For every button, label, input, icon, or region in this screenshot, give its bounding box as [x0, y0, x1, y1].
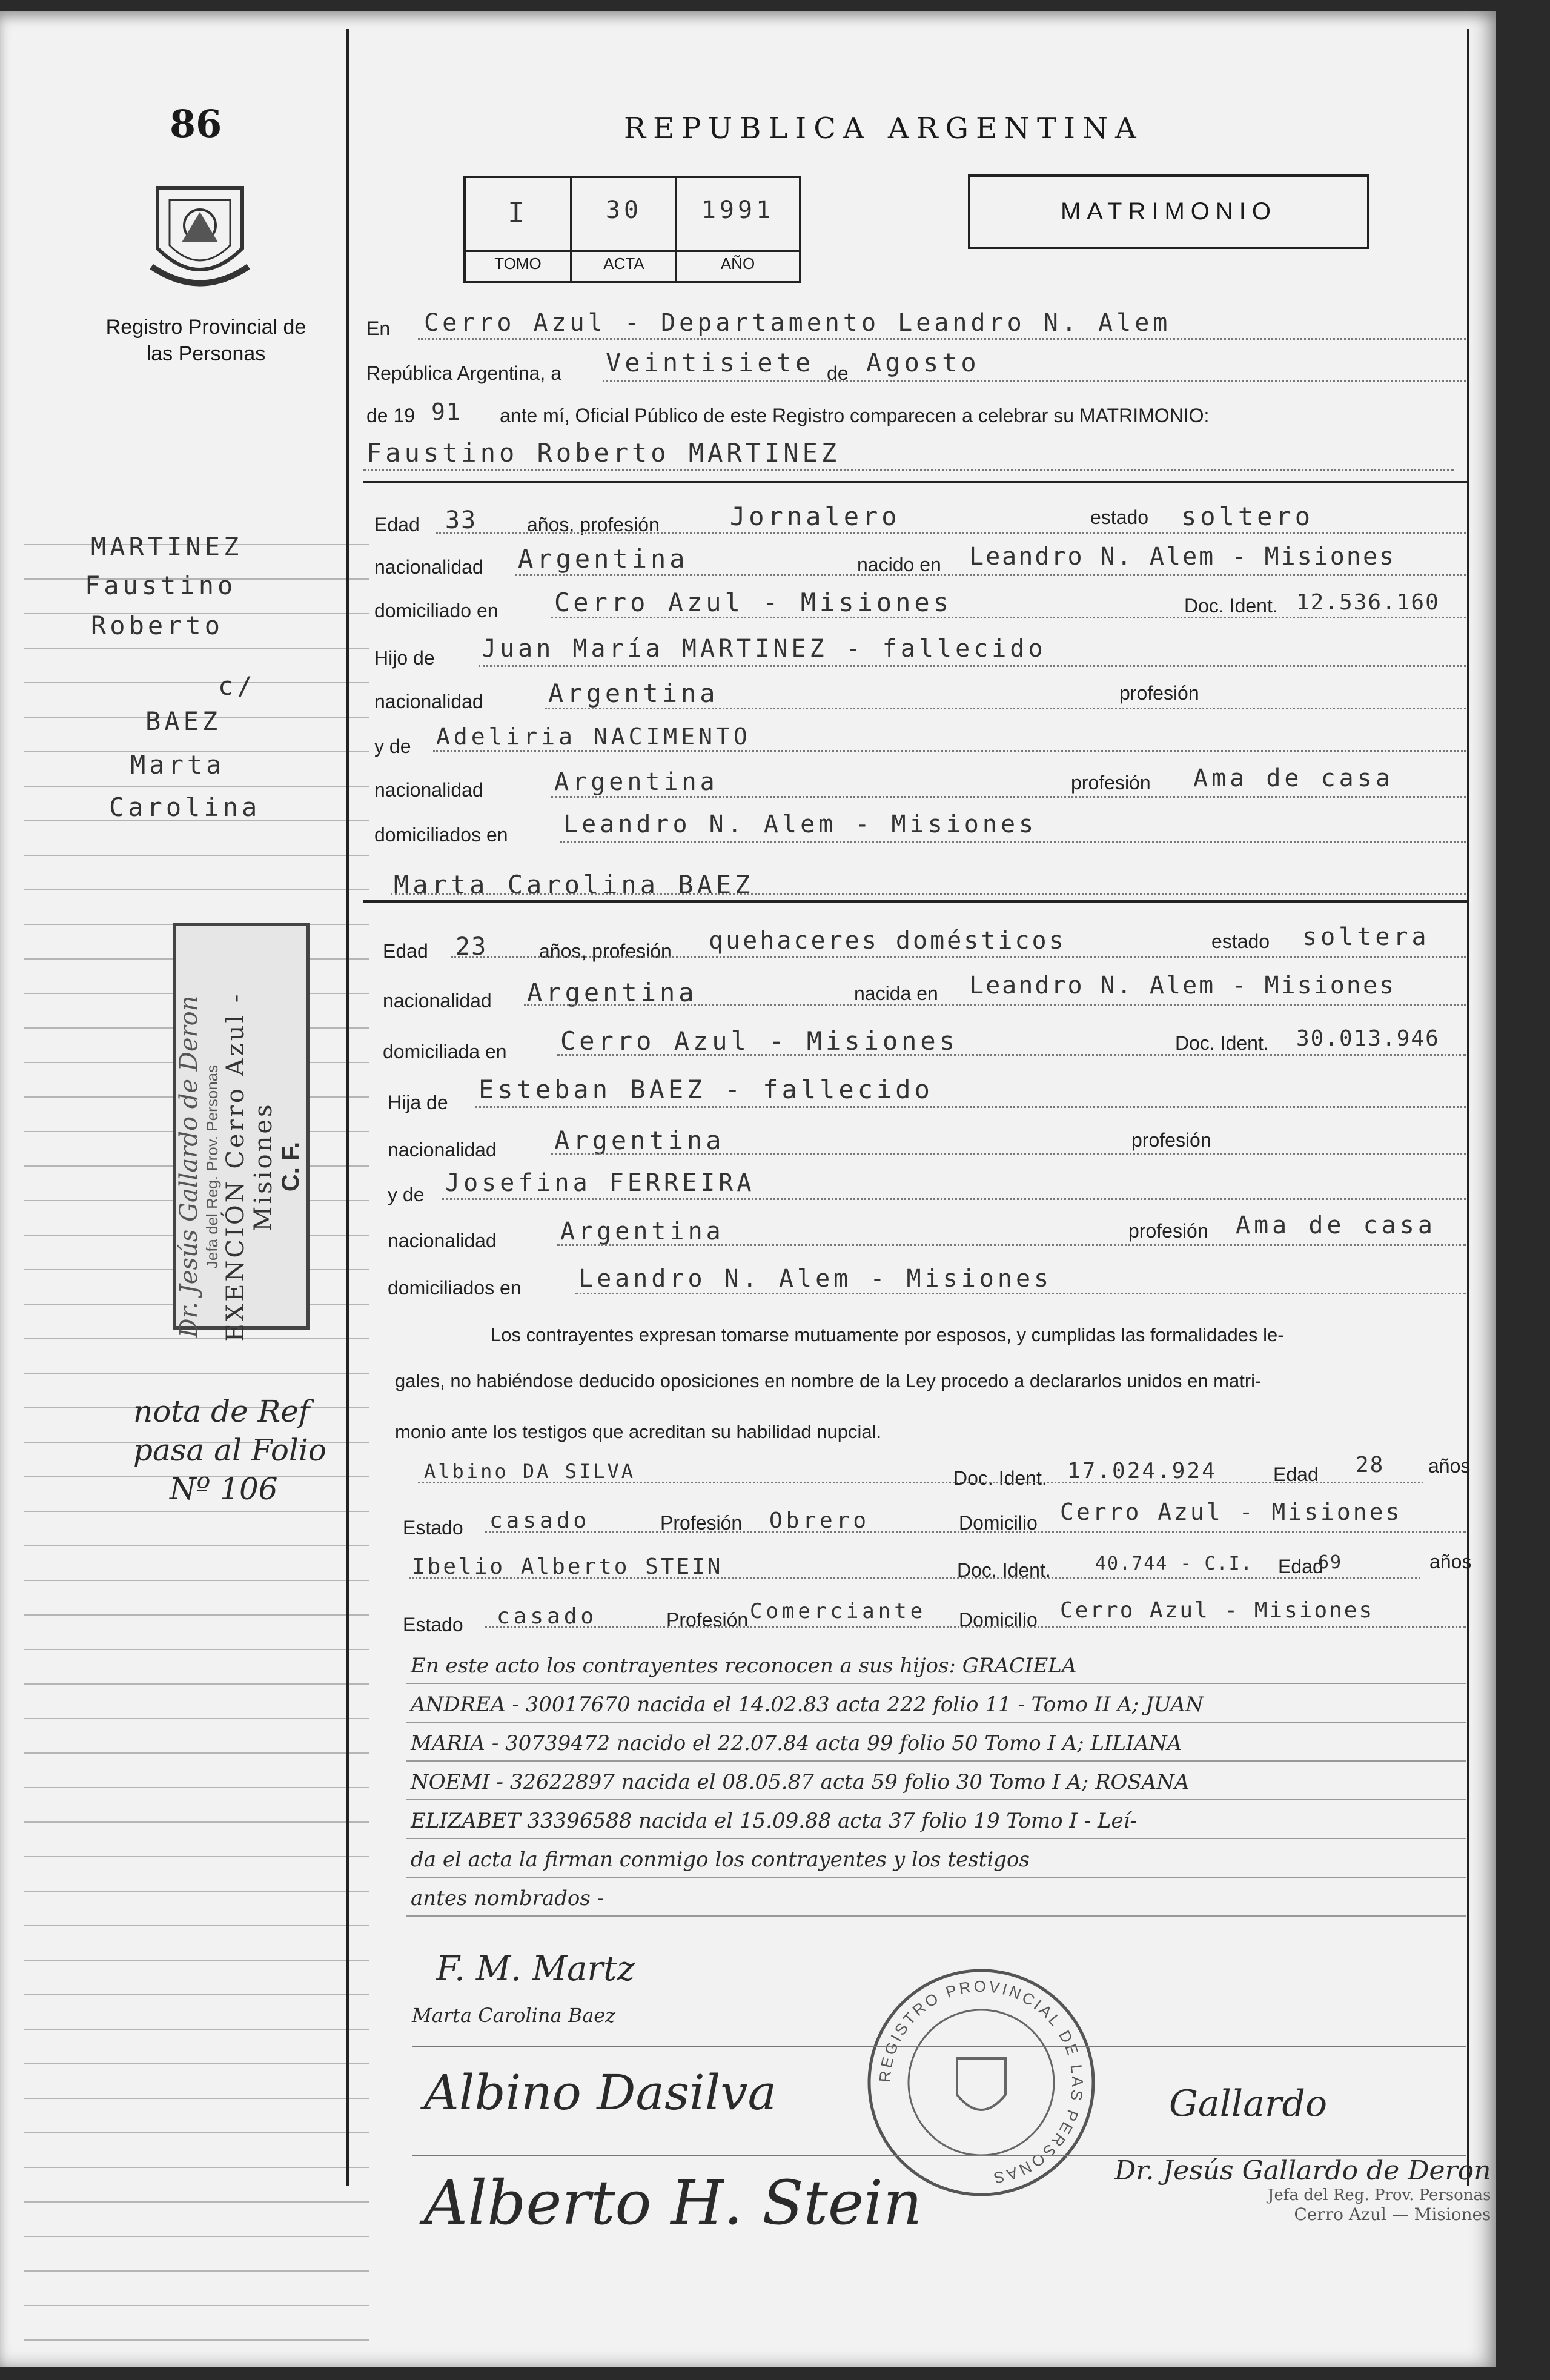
- label-nacionalidad: nacionalidad: [374, 556, 483, 578]
- margin-rule-line: [24, 1511, 369, 1512]
- label-domicilio: Domicilio: [959, 1512, 1038, 1534]
- bride-estado: soltera: [1302, 923, 1430, 951]
- witness2-name: Ibelio Alberto STEIN: [412, 1554, 723, 1579]
- witness1-profession: Obrero: [769, 1508, 870, 1533]
- record-ref-table: [463, 176, 801, 283]
- groom-father-nat: Argentina: [548, 678, 719, 708]
- left-border-line: [346, 29, 349, 2186]
- groom-nationality: Argentina: [518, 544, 689, 574]
- label-estado: estado: [1090, 506, 1149, 528]
- page-number: 86: [170, 102, 222, 146]
- bride-nationality: Argentina: [527, 978, 698, 1007]
- label-nacionalidad: nacionalidad: [374, 691, 483, 712]
- bride-birthplace: Leandro N. Alem - Misiones: [969, 972, 1396, 999]
- margin-rule-line: [24, 1614, 369, 1616]
- label-estado: estado: [1211, 930, 1270, 952]
- label-anos: años: [1429, 1551, 1472, 1573]
- margin-rule-line: [24, 786, 369, 787]
- margin-rule-line: [24, 682, 369, 683]
- label-profesion: Profesión: [660, 1512, 743, 1534]
- label-nacido: nacido en: [857, 554, 941, 575]
- year-suffix: 91: [431, 399, 462, 425]
- label-anos-profesion: años, profesión: [527, 514, 660, 535]
- label-edad: Edad: [374, 514, 420, 535]
- witness2-estado: casado: [497, 1604, 598, 1629]
- groom-parents-domicile: Leandro N. Alem - Misiones: [563, 810, 1038, 838]
- bride-mother: Josefina FERREIRA: [445, 1169, 755, 1197]
- annotation-line: da el acta la firman conmigo los contrayentes y los testigos: [411, 1848, 1030, 1872]
- annotation-line: NOEMI - 32622897 nacida el 08.05.87 acta 59 folio 30 Tomo I A; ROSANA: [411, 1770, 1190, 1794]
- witness2-domicile: Cerro Azul - Misiones: [1060, 1598, 1374, 1623]
- witness1-estado: casado: [489, 1508, 591, 1533]
- margin-rule-line: [24, 1752, 369, 1754]
- label-profesion: profesión: [1119, 682, 1199, 704]
- stamp-line: Dr. Jesús Gallardo de Deron: [175, 995, 203, 1338]
- label-year: de 19: [366, 405, 416, 426]
- bride-doc: 30.013.946: [1296, 1026, 1440, 1051]
- label-doc: Doc. Ident.: [1184, 595, 1278, 617]
- witness1-doc: 17.024.924: [1067, 1459, 1217, 1483]
- margin-rule-line: [24, 1994, 369, 1995]
- margin-rule-line: [24, 2167, 369, 2168]
- margin-rule-line: [24, 2339, 369, 2341]
- groom-domicile: Cerro Azul - Misiones: [554, 588, 953, 617]
- label-edad: Edad: [383, 940, 428, 962]
- witness1-name: Albino DA SILVA: [424, 1460, 635, 1483]
- day-value: Veintisiete: [606, 348, 815, 377]
- margin-rule-line: [24, 1960, 369, 1961]
- acta-label: ACTA: [603, 254, 644, 273]
- margin-rule-line: [24, 648, 369, 649]
- stamp-line: C. F.: [277, 1141, 304, 1192]
- officer-stamp-line: Cerro Azul — Misiones: [1294, 2204, 1491, 2224]
- registry-title: Registro Provincial de las Personas: [105, 316, 306, 365]
- place-value: Cerro Azul - Departamento Leandro N. Alem: [424, 309, 1171, 337]
- margin-name-line: Roberto: [91, 611, 224, 640]
- stamp-line: Jefa del Reg. Prov. Personas: [203, 1064, 221, 1269]
- margin-rule-line: [24, 2305, 369, 2306]
- label-domicilio: Domicilio: [959, 1609, 1038, 1631]
- ano-value: 1991: [701, 196, 775, 224]
- label-anos: años: [1428, 1455, 1471, 1477]
- margin-rule-line: [24, 1856, 369, 1857]
- bride-parents-domicile: Leandro N. Alem - Misiones: [578, 1265, 1053, 1293]
- annotation-rule: [406, 1799, 1466, 1800]
- intro-statement: ante mí, Oficial Público de este Registro comparecen a celebrar su MATRIMONIO:: [500, 405, 1210, 426]
- bride-father: Esteban BAEZ - fallecido: [479, 1075, 933, 1104]
- bride-mother-prof: Ama de casa: [1236, 1212, 1436, 1239]
- right-border-line: [1467, 29, 1469, 2186]
- groom-age: 33: [445, 506, 477, 534]
- annotation-rule: [406, 1722, 1466, 1723]
- label-profesion: profesión: [1128, 1220, 1208, 1242]
- groom-profession: Jornalero: [730, 502, 901, 531]
- label-nacionalidad: nacionalidad: [374, 779, 483, 801]
- label-en: En: [366, 317, 391, 339]
- witness2-doc: 40.744 - C.I.: [1095, 1553, 1253, 1574]
- bride-father-nat: Argentina: [554, 1125, 725, 1155]
- margin-note: [133, 1392, 326, 1508]
- month-value: Agosto: [866, 348, 980, 377]
- margin-rule-line: [24, 2063, 369, 2064]
- declaration-line-2: gales, no habiéndose deducido oposiciones en nombre de la Ley procedo a declararlos unidos en matri-: [395, 1370, 1262, 1391]
- officer-stamp-line: Dr. Jesús Gallardo de Deron: [1114, 2155, 1491, 2186]
- section-divider: [363, 900, 1467, 903]
- section-divider: [363, 481, 1467, 483]
- groom-name-value: Faustino Roberto MARTINEZ: [366, 438, 841, 468]
- label-hija: Hija de: [388, 1092, 448, 1113]
- margin-rule-line: [24, 1373, 369, 1374]
- label-domiciliado: domiciliado en: [374, 600, 498, 622]
- label-domiciliados: domiciliados en: [374, 824, 508, 846]
- declaration-line-3: monio ante los testigos que acreditan su habilidad nupcial.: [395, 1421, 882, 1442]
- margin-name-line: Faustino: [85, 571, 237, 600]
- bride-signature: Marta Carolina Baez: [412, 2004, 616, 2027]
- margin-rule-line: [24, 855, 369, 856]
- groom-father: Juan María MARTINEZ - fallecido: [482, 635, 1047, 663]
- label-estado: Estado: [403, 1614, 463, 1636]
- margin-name-line: BAEZ: [145, 706, 222, 736]
- groom-signature: F. M. Martz: [436, 1949, 635, 1989]
- stamp-line: EXENCIÓN Cerro Azul - Misiones: [222, 992, 277, 1342]
- groom-mother: Adeliria NACIMENTO: [436, 723, 751, 750]
- margin-rule-line: [24, 2132, 369, 2133]
- margin-name-line: c/: [218, 671, 256, 701]
- margin-name-line: Marta: [130, 750, 225, 780]
- tomo-value: I: [508, 196, 528, 229]
- label-doc: Doc. Ident.: [1175, 1032, 1269, 1054]
- margin-rule-line: [24, 1718, 369, 1719]
- ano-label: AÑO: [720, 254, 755, 273]
- label-nacionalidad: nacionalidad: [388, 1139, 497, 1161]
- groom-birthplace: Leandro N. Alem - Misiones: [969, 543, 1396, 571]
- margin-rule-line: [24, 889, 369, 890]
- margin-rule-line: [24, 2029, 369, 2030]
- margin-rule-line: [24, 1787, 369, 1788]
- margin-rule-line: [24, 2201, 369, 2203]
- margin-rule-line: [24, 2236, 369, 2237]
- witness1-signature: Albino Dasilva: [424, 2064, 777, 2121]
- margin-rule-line: [24, 2270, 369, 2272]
- annotation-line: antes nombrados -: [411, 1886, 604, 1911]
- declaration-line-1: Los contrayentes expresan tomarse mutuamente por esposos, y cumplidas las formalidades le-: [491, 1324, 1284, 1345]
- margin-note-line: nota de Ref: [133, 1394, 310, 1429]
- label-domiciliada: domiciliada en: [383, 1041, 507, 1062]
- country-title: REPUBLICA ARGENTINA: [624, 111, 1144, 145]
- annotation-rule: [406, 1915, 1466, 1917]
- label-republic: República Argentina, a: [366, 362, 561, 384]
- label-doc: Doc. Ident.: [957, 1559, 1051, 1581]
- label-edad: Edad: [1278, 1556, 1323, 1577]
- label-profesion: profesión: [1071, 772, 1151, 794]
- margin-rule-line: [24, 1683, 369, 1685]
- label-nacida: nacida en: [854, 983, 938, 1004]
- witness2-profession: Comerciante: [750, 1599, 927, 1623]
- margin-rule-line: [24, 1891, 369, 1892]
- label-hijo: Hijo de: [374, 647, 435, 669]
- witness1-domicile: Cerro Azul - Misiones: [1060, 1499, 1402, 1525]
- label-doc: Doc. Ident.: [953, 1467, 1047, 1489]
- groom-doc: 12.536.160: [1296, 590, 1440, 615]
- tomo-label: TOMO: [494, 254, 542, 273]
- margin-note-line: pasa al Folio: [133, 1433, 327, 1468]
- margin-name-line: Carolina: [109, 792, 261, 822]
- label-edad: Edad: [1273, 1463, 1319, 1485]
- label-domiciliados: domiciliados en: [388, 1277, 522, 1299]
- seal-text: REGISTRO PROVINCIAL DE LAS PERSONAS: [875, 1977, 1087, 2188]
- witness2-age: 69: [1318, 1552, 1343, 1573]
- label-anos-profesion: años, profesión: [539, 940, 672, 962]
- label-profesion: profesión: [1131, 1129, 1211, 1151]
- groom-estado: soltero: [1181, 502, 1314, 531]
- coat-of-arms-icon: [145, 176, 254, 297]
- label-nacionalidad: nacionalidad: [383, 990, 492, 1012]
- margin-rule-line: [24, 2098, 369, 2099]
- officer-stamp-line: Jefa del Reg. Prov. Personas: [1268, 2186, 1491, 2204]
- witness1-age: 28: [1356, 1453, 1385, 1477]
- label-estado: Estado: [403, 1517, 463, 1539]
- annotation-rule: [406, 1838, 1466, 1839]
- groom-mother-nat: Argentina: [554, 768, 718, 796]
- annotation-line: ELIZABET 33396588 nacida el 15.09.88 acta 37 folio 19 Tomo I - Leí-: [411, 1809, 1137, 1833]
- officer-stamp: [1114, 2155, 1491, 2224]
- label-profesion: Profesión: [666, 1609, 749, 1631]
- label-yde: y de: [374, 735, 411, 757]
- margin-rule-line: [24, 1925, 369, 1926]
- margin-note-line: Nº 106: [170, 1471, 278, 1507]
- bride-age: 23: [455, 933, 488, 961]
- margin-exemption-stamp: [173, 923, 310, 1342]
- acta-value: 30: [605, 196, 643, 224]
- annotation-rule: [406, 1760, 1466, 1762]
- bride-mother-nat: Argentina: [560, 1218, 724, 1245]
- officer-signature: Gallardo: [1169, 2083, 1328, 2125]
- margin-rule-line: [24, 1545, 369, 1546]
- margin-rule-line: [24, 1649, 369, 1650]
- document-page: [0, 11, 1496, 2367]
- annotation-rule: [406, 1683, 1466, 1684]
- margin-name-line: MARTINEZ: [91, 532, 243, 562]
- round-seal-icon: [860, 1961, 1102, 2204]
- witness2-signature: Alberto H. Stein: [424, 2167, 922, 2238]
- margin-rule-line: [24, 1821, 369, 1823]
- annotation-rule: [406, 1877, 1466, 1878]
- bride-name-value: Marta Carolina BAEZ: [394, 870, 754, 900]
- label-nacionalidad: nacionalidad: [388, 1230, 497, 1251]
- annotation-line: ANDREA - 30017670 nacida el 14.02.83 acta 222 folio 11 - Tomo II A; JUAN: [411, 1692, 1204, 1717]
- margin-rule-line: [24, 1580, 369, 1581]
- annotation-line: MARIA - 30739472 nacido el 22.07.84 acta 99 folio 50 Tomo I A; LILIANA: [411, 1731, 1182, 1755]
- bride-domicile: Cerro Azul - Misiones: [560, 1026, 959, 1056]
- record-type-box: MATRIMONIO: [968, 174, 1369, 249]
- annotation-line: En este acto los contrayentes reconocen a sus hijos: GRACIELA: [411, 1654, 1077, 1678]
- label-yde: y de: [388, 1184, 425, 1205]
- label-de: de: [827, 362, 849, 384]
- bride-profession: quehaceres domésticos: [709, 927, 1066, 955]
- groom-mother-prof: Ama de casa: [1193, 764, 1394, 792]
